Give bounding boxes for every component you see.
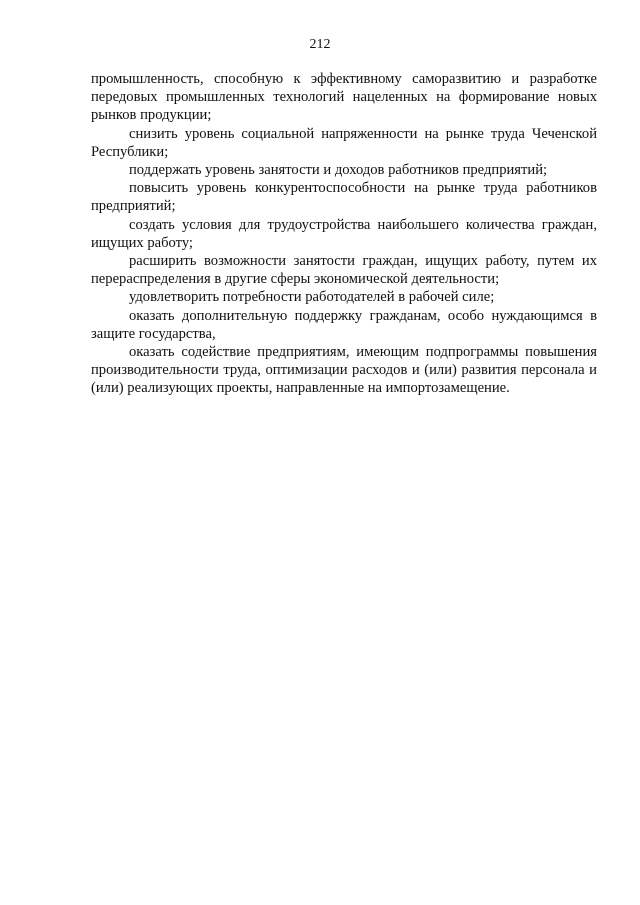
paragraph-1: промышленность, способную к эффективному саморазвитию и разработке передовых промышленных технологий нацеленных на формирование новых рынков продукции; xyxy=(91,71,597,124)
paragraph-3: поддержать уровень занятости и доходов работников предприятий; xyxy=(129,162,548,179)
paragraph-7: удовлетворить потребности работодателей в рабочей силе; xyxy=(129,289,495,306)
paragraph-9: оказать содействие предприятиям, имеющим подпрограммы повышения производительности труда, оптимизации расходов и (или) развития персонала и (или) реализующих проекты, направленные на импортозамещение. xyxy=(91,344,597,397)
document-body xyxy=(91,70,597,398)
paragraph-2: снизить уровень социальной напряженности на рынке труда Чеченской Республики; xyxy=(91,125,597,160)
paragraph-6: расширить возможности занятости граждан, ищущих работу, путем их перераспределения в другие сферы экономической деятельности; xyxy=(91,253,597,288)
page-number: 212 xyxy=(309,37,331,52)
paragraph-8: оказать дополнительную поддержку гражданам, особо нуждающимся в защите государства, xyxy=(91,307,597,342)
paragraph-4: повысить уровень конкурентоспособности на рынке труда работников предприятий; xyxy=(91,180,597,215)
paragraph-5: создать условия для трудоустройства наибольшего количества граждан, ищущих работу; xyxy=(91,216,597,251)
